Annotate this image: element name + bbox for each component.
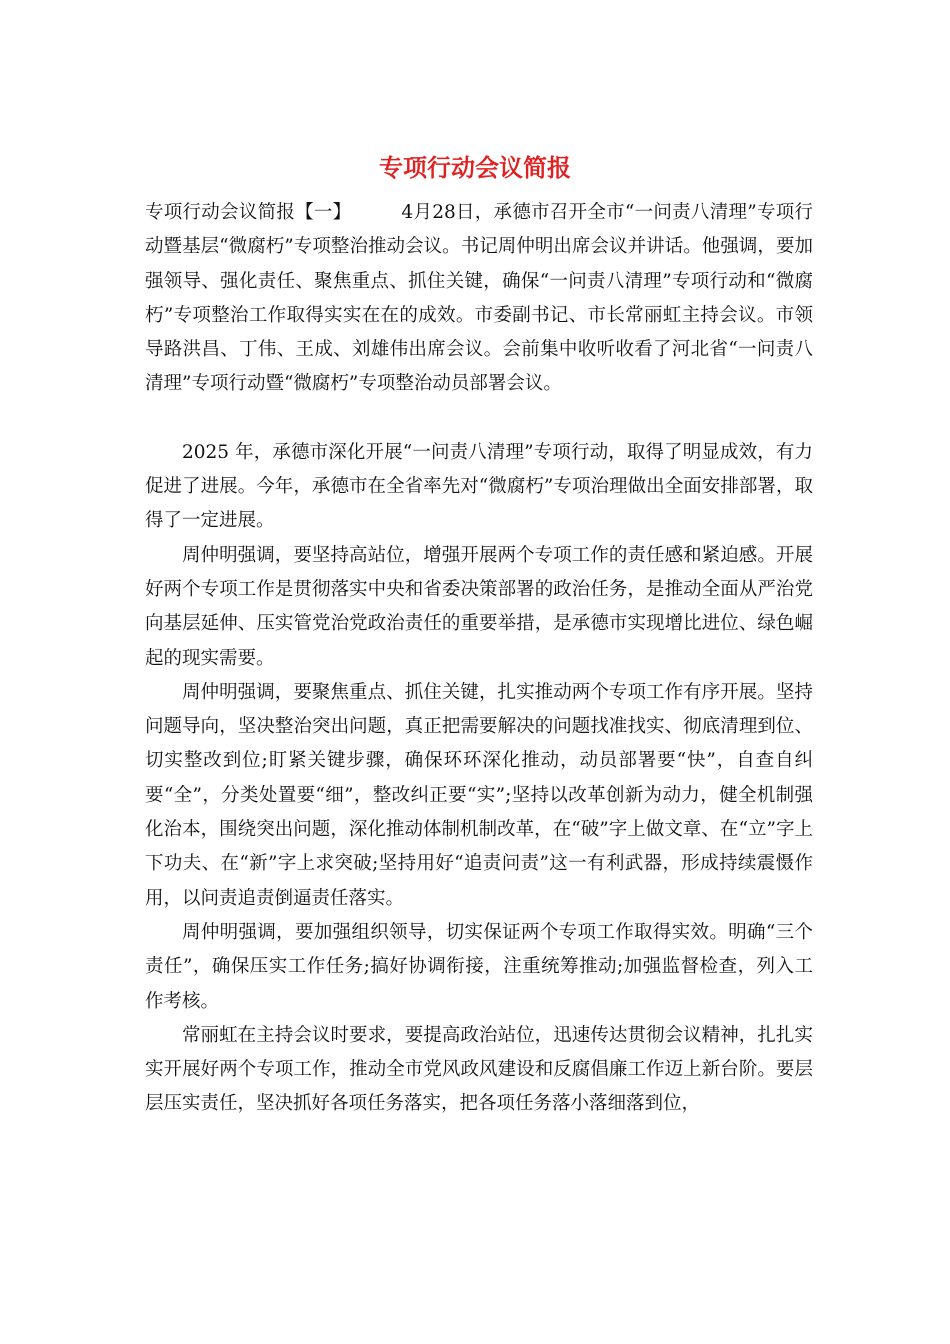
sub-heading: 专项行动会议简报【一】 [145,202,352,223]
paragraph-4: 周仲明强调，要聚焦重点、抓住关键，扎实推动两个专项工作有序开展。坚持问题导向，坚决整治突出问题，真正把需要解决的问题找准找实、彻底清理到位、切实整改到位;盯紧关键步骤，确保环环深化推动，动员部署要“快”，自查自纠要“全”，分类处置要“细”，整改纠正要“实”;坚持以改革创新为动力，健全机制强化治本，围绕突出问题，深化推动体制机制改革，在“破”字上做文章、在“立”字上下功夫、在“新”字上求突破;坚持用好“追责问责”这一有利武器，形成持续震慑作用，以问责追责倒逼责任落实。 [145,681,813,909]
paragraph-3: 周仲明强调，要坚持高站位，增强开展两个专项工作的责任感和紧迫感。开展好两个专项工作是贯彻落实中央和省委决策部署的政治任务，是推动全面从严治党向基层延伸、压实管党治党政治责任的重要举措，是承德市实现增比进位、绿色崛起的现实需要。 [145,544,813,669]
paragraph-1-text: 4月28日，承德市召开全市“一问责八清理”专项行动暨基层“微腐朽”专项整治推动会议。书记周仲明出席会议并讲话。他强调，要加强领导、强化责任、聚焦重点、抓住关键，确保“一问责八清理”专项行动和“微腐朽”专项整治工作取得实实在在的成效。市委副书记、市长常丽虹主持会议。市领导路洪昌、丁伟、王成、刘雄伟出席会议。会前集中收听收看了河北省“一问责八清理”专项行动暨“微腐朽”专项整治动员部署会议。 [145,202,813,395]
document-body [145,196,813,1122]
paragraph-6: 常丽虹在主持会议时要求，要提高政治站位，迅速传达贯彻会议精神，扎扎实实开展好两个专项工作，推动全市党风政风建设和反腐倡廉工作迈上新台阶。要层层压实责任，坚决抓好各项任务落实，把各项任务落小落细落到位， [145,1024,813,1115]
paragraph-2: 2025 年，承德市深化开展“一问责八清理”专项行动，取得了明显成效，有力促进了进展。今年，承德市在全省率先对“微腐朽”专项治理做出全面安排部署，取得了一定进展。 [145,441,813,532]
paragraph-gap [145,402,813,436]
paragraph-5: 周仲明强调，要加强组织领导，切实保证两个专项工作取得实效。明确“三个责任”，确保压实工作任务;搞好协调衔接，注重统筹推动;加强监督检查，列入工作考核。 [145,921,813,1012]
paragraph-1 [145,196,813,402]
document-title: 专项行动会议简报 [379,154,571,182]
